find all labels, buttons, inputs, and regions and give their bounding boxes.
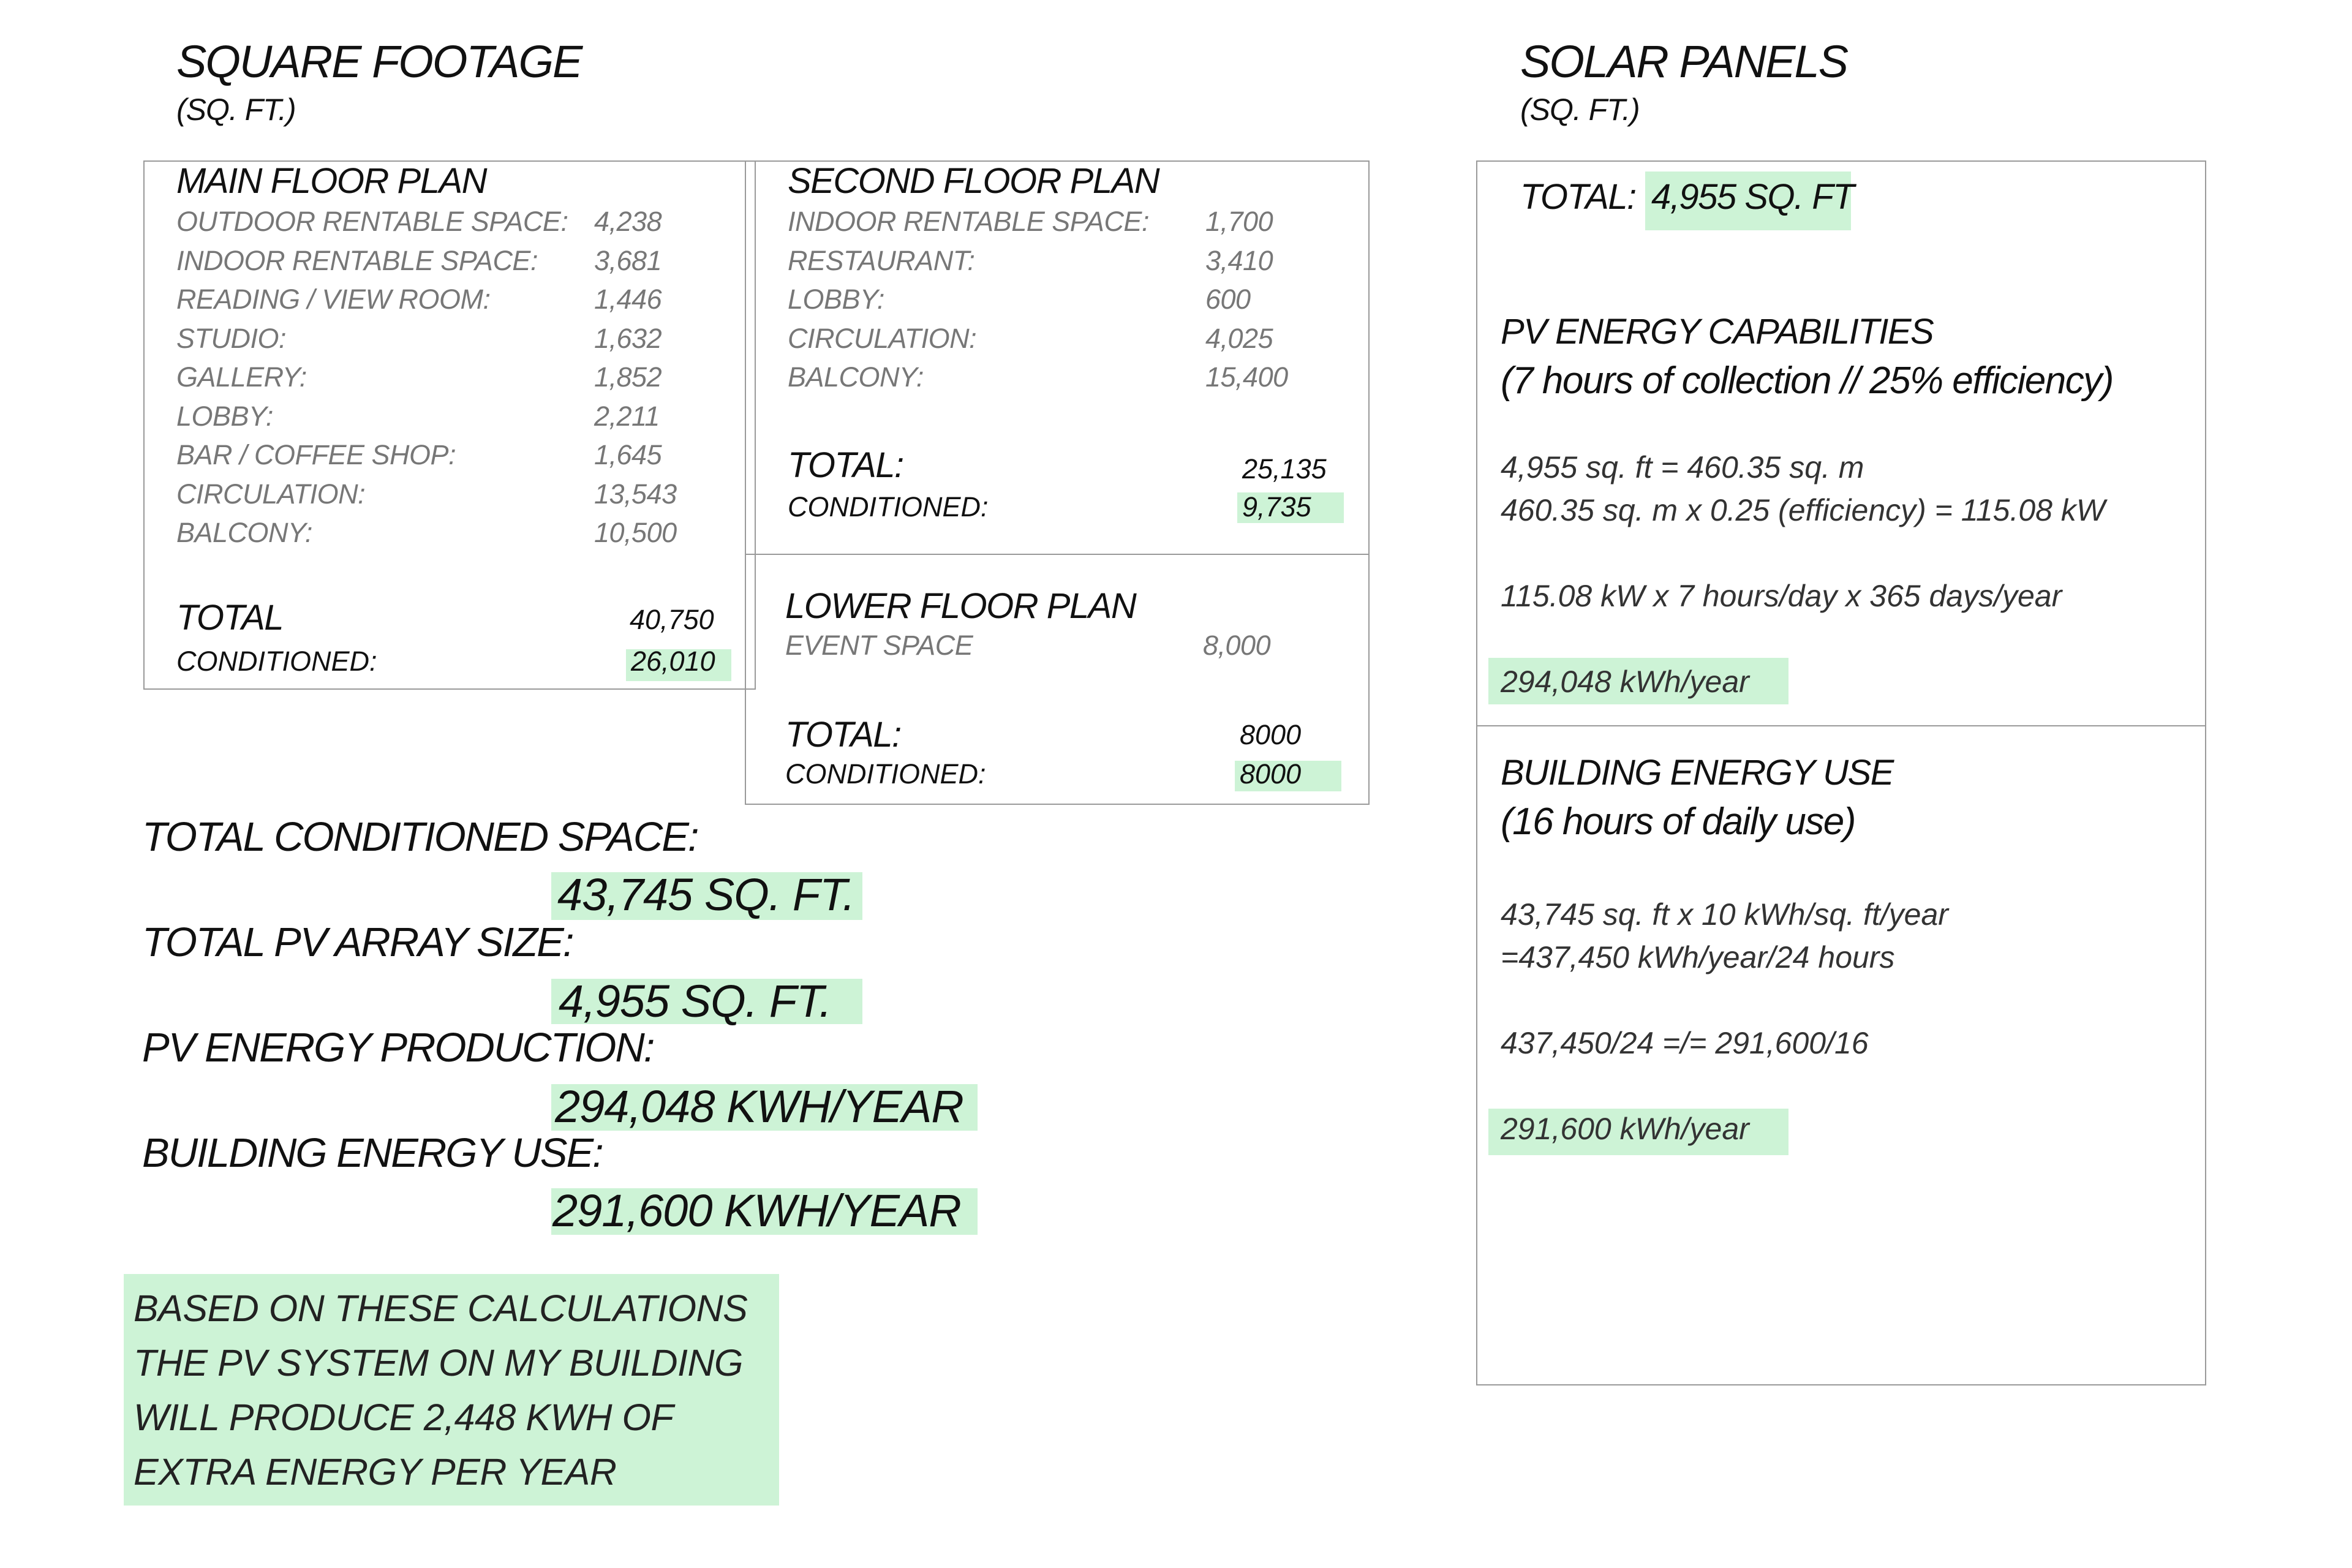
building-energy-title	[1501, 748, 1893, 846]
conclusion-line: EXTRA ENERGY PER YEAR	[134, 1451, 617, 1493]
square-footage-unit: (SQ. FT.)	[176, 92, 296, 127]
floor-item-label: CIRCULATION:	[176, 478, 366, 510]
energy-calc-line: 437,450/24 =/= 291,600/16	[1501, 1026, 1869, 1060]
lower-floor-total-value: 8000	[1240, 719, 1302, 750]
second-floor-plan-title: SECOND FLOOR PLAN	[788, 161, 1159, 201]
conclusion-text	[134, 1281, 747, 1499]
pv-calc-line: 115.08 kW x 7 hours/day x 365 days/year	[1501, 579, 2062, 613]
floor-item-label: READING / VIEW ROOM:	[176, 284, 491, 315]
total-pv-array-size-value: 4,955 SQ. FT.	[559, 976, 831, 1027]
main-floor-total-label: TOTAL	[176, 598, 284, 638]
floor-item-value: 1,700	[1205, 206, 1273, 237]
conclusion-line: WILL PRODUCE 2,448 KWH OF	[134, 1396, 674, 1438]
conclusion-line: THE PV SYSTEM ON MY BUILDING	[134, 1342, 743, 1384]
floor-item-value: 1,645	[594, 439, 662, 470]
floor-item-label: RESTAURANT:	[788, 244, 975, 276]
pv-calc-line: 460.35 sq. m x 0.25 (efficiency) = 115.08 kW	[1501, 493, 2106, 527]
building-energy-title-line: BUILDING ENERGY USE	[1501, 753, 1893, 793]
floor-item-label: LOBBY:	[176, 400, 273, 432]
building-energy-use-value: 291,600 KWH/YEAR	[552, 1185, 961, 1236]
floor-item-label: INDOOR RENTABLE SPACE:	[788, 206, 1149, 237]
floor-item-value: 15,400	[1205, 361, 1288, 393]
floor-item-value: 4,238	[594, 206, 662, 237]
second-floor-total-value: 25,135	[1242, 453, 1327, 484]
energy-calc-line: =437,450 kWh/year/24 hours	[1501, 940, 1895, 974]
lower-floor-conditioned-value: 8000	[1240, 758, 1302, 790]
conclusion-line: BASED ON THESE CALCULATIONS	[134, 1287, 748, 1329]
floor-item-value: 4,025	[1205, 322, 1273, 354]
solar-total-value: 4,955 SQ. FT	[1651, 177, 1854, 217]
second-floor-conditioned-value: 9,735	[1242, 491, 1311, 522]
floor-item-value: 8,000	[1203, 630, 1271, 661]
total-pv-array-size-label: TOTAL PV ARRAY SIZE:	[142, 919, 573, 965]
square-footage-title: SQUARE FOOTAGE	[176, 36, 582, 87]
pv-capabilities-title-line: (7 hours of collection // 25% efficiency)	[1501, 360, 2113, 402]
solar-total-label: TOTAL:	[1520, 177, 1636, 217]
pv-energy-production-label: PV ENERGY PRODUCTION:	[142, 1025, 654, 1071]
floor-item-label: BAR / COFFEE SHOP:	[176, 439, 456, 470]
floor-item-label: INDOOR RENTABLE SPACE:	[176, 244, 538, 276]
solar-panels-unit: (SQ. FT.)	[1520, 92, 1640, 127]
floor-item-label: OUTDOOR RENTABLE SPACE:	[176, 206, 568, 237]
lower-floor-plan-title: LOWER FLOOR PLAN	[785, 586, 1136, 626]
floor-item-label: BALCONY:	[788, 361, 924, 393]
pv-capabilities-title	[1501, 307, 2113, 405]
floor-item-value: 1,632	[594, 322, 662, 354]
solar-panels-title: SOLAR PANELS	[1520, 36, 1847, 87]
energy-calc-line: 43,745 sq. ft x 10 kWh/sq. ft/year	[1501, 897, 1948, 932]
pv-result: 294,048 kWh/year	[1501, 665, 1749, 699]
lower-floor-conditioned-label: CONDITIONED:	[785, 758, 986, 790]
floor-item-label: EVENT SPACE	[785, 630, 973, 661]
second-floor-conditioned-label: CONDITIONED:	[788, 491, 989, 522]
solar-panels-divider	[1476, 725, 2206, 726]
total-conditioned-space-label: TOTAL CONDITIONED SPACE:	[142, 814, 698, 860]
main-floor-conditioned-label: CONDITIONED:	[176, 646, 377, 677]
energy-result: 291,600 kWh/year	[1501, 1112, 1749, 1146]
floor-item-label: CIRCULATION:	[788, 322, 977, 354]
floor-item-label: STUDIO:	[176, 322, 287, 354]
floor-item-label: BALCONY:	[176, 517, 312, 548]
pv-energy-production-value: 294,048 KWH/YEAR	[555, 1081, 963, 1132]
building-energy-title-line: (16 hours of daily use)	[1501, 801, 1855, 843]
floor-item-value: 10,500	[594, 517, 677, 548]
floor-item-value: 3,410	[1205, 244, 1273, 276]
main-floor-plan-title: MAIN FLOOR PLAN	[176, 161, 487, 201]
second-floor-total-label: TOTAL:	[788, 445, 903, 485]
total-conditioned-space-value: 43,745 SQ. FT.	[557, 869, 855, 920]
floor-item-label: LOBBY:	[788, 284, 884, 315]
floor-item-value: 2,211	[594, 400, 660, 432]
building-energy-use-label: BUILDING ENERGY USE:	[142, 1130, 603, 1176]
main-floor-total-value: 40,750	[630, 604, 714, 635]
lower-floor-total-label: TOTAL:	[785, 715, 901, 755]
main-floor-conditioned-value: 26,010	[631, 646, 715, 677]
floor-item-value: 600	[1205, 284, 1251, 315]
floor-item-label: GALLERY:	[176, 361, 307, 393]
pv-calc-line: 4,955 sq. ft = 460.35 sq. m	[1501, 450, 1864, 484]
floor-item-value: 1,852	[594, 361, 662, 393]
floor-item-value: 3,681	[594, 244, 662, 276]
pv-capabilities-title-line: PV ENERGY CAPABILITIES	[1501, 312, 1934, 352]
floor-item-value: 1,446	[594, 284, 662, 315]
floor-item-value: 13,543	[594, 478, 677, 510]
